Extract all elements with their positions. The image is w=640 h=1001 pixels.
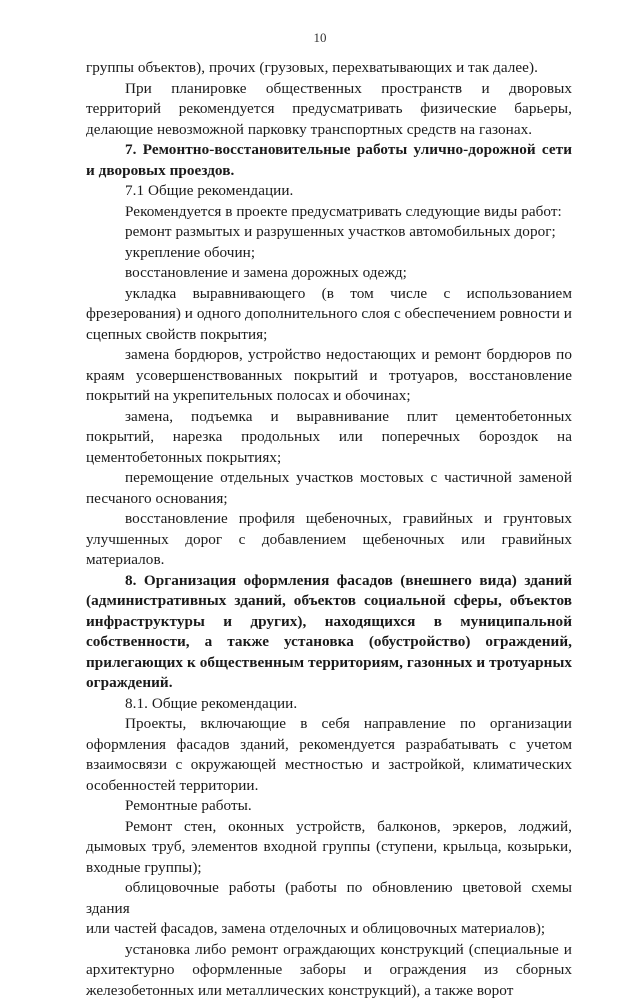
list-item: восстановление профиля щебеночных, гравийных и грунтовых улучшенных дорог с добавлением щебеночных или гравийных материалов. [86, 509, 572, 571]
list-item: укладка выравнивающего (в том числе с использованием фрезерования) и одного дополнительного слоя с обеспечением ровности и сцепных свойств покрытия; [86, 284, 572, 346]
subsection-heading: 8.1. Общие рекомендации. [86, 694, 572, 715]
section-heading: 8. Организация оформления фасадов (внешнего вида) зданий (административных зданий, объектов социальной сферы, объектов инфраструктуры и других), находящихся в муниципальной собственности, а также установка (обустройство) ограждений, прилегающих к общественным территориям, газонных и тротуарных ограждений. [86, 571, 572, 694]
list-item: восстановление и замена дорожных одежд; [86, 263, 572, 284]
list-item: Ремонт стен, оконных устройств, балконов, эркеров, лоджий, дымовых труб, элементов входной группы (ступени, крыльца, козырьки, входные группы); [86, 817, 572, 879]
page-number: 10 [0, 30, 640, 46]
paragraph: Ремонтные работы. [86, 796, 572, 817]
list-item: ремонт размытых и разрушенных участков автомобильных дорог; [86, 222, 572, 243]
list-item: перемощение отдельных участков мостовых с частичной заменой песчаного основания; [86, 468, 572, 509]
paragraph: Проекты, включающие в себя направление по организации оформления фасадов зданий, рекомендуется разрабатывать с учетом взаимосвязи с окружающей местностью и застройкой, климатических особенностей территории. [86, 714, 572, 796]
paragraph: группы объектов), прочих (грузовых, перехватывающих и так далее). [86, 58, 572, 79]
subsection-heading: 7.1 Общие рекомендации. [86, 181, 572, 202]
list-item: замена, подъемка и выравнивание плит цементобетонных покрытий, нарезка продольных или поперечных бороздок на цементобетонных покрытиях; [86, 407, 572, 469]
list-item: установка либо ремонт ограждающих конструкций (специальные и архитектурно оформленные заборы и ограждения из сборных железобетонных или металлических конструкций), а также ворот [86, 940, 572, 1001]
document-body [86, 58, 572, 1001]
section-heading: 7. Ремонтно-восстановительные работы улично-дорожной сети и дворовых проездов. [86, 140, 572, 181]
paragraph: или частей фасадов, замена отделочных и облицовочных материалов); [86, 919, 572, 940]
list-item: облицовочные работы (работы по обновлению цветовой схемы здания [86, 878, 572, 919]
list-item: укрепление обочин; [86, 243, 572, 264]
list-item: замена бордюров, устройство недостающих и ремонт бордюров по краям усовершенствованных покрытий и тротуаров, восстановление покрытий на укрепительных полосах и обочинах; [86, 345, 572, 407]
paragraph: Рекомендуется в проекте предусматривать следующие виды работ: [86, 202, 572, 223]
paragraph: При планировке общественных пространств и дворовых территорий рекомендуется предусматривать физические барьеры, делающие невозможной парковку транспортных средств на газонах. [86, 79, 572, 141]
